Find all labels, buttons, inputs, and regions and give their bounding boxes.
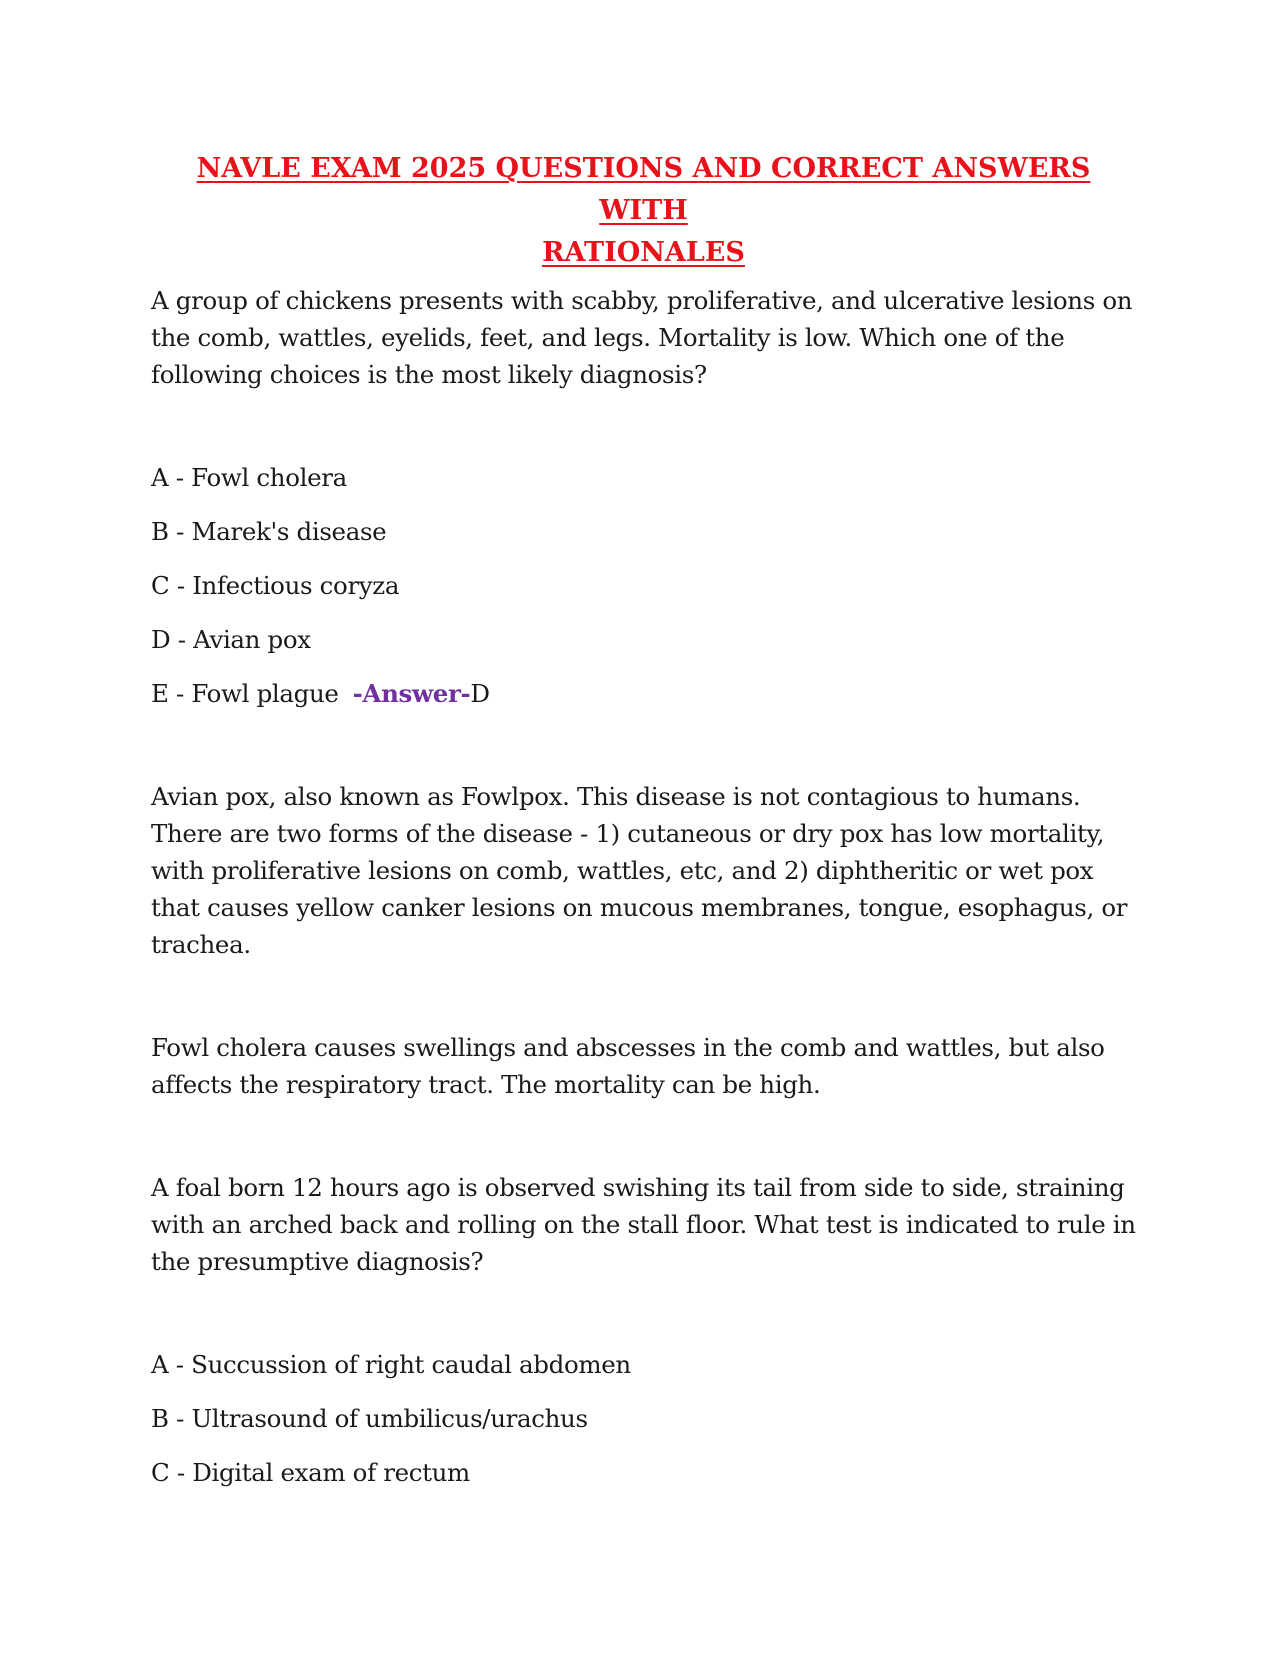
document-page — [151, 148, 1136, 1508]
question-1-option-c: C - Infectious coryza — [151, 571, 400, 600]
document-title — [151, 148, 1136, 274]
question-2-option-c: C - Digital exam of rectum — [151, 1458, 470, 1487]
question-2-option-a: A - Succussion of right caudal abdomen — [151, 1350, 631, 1379]
title-line-1: NAVLE EXAM 2025 QUESTIONS AND CORRECT ANSWERS WITH — [196, 153, 1091, 226]
question-1-option-a: A - Fowl cholera — [151, 463, 347, 492]
question-2-option-b: B - Ultrasound of umbilicus/urachus — [151, 1404, 588, 1433]
question-2-stem: A foal born 12 hours ago is observed swishing its tail from side to side, straining with an arched back and rolling on the stall floor. What test is indicated to rule in the presumptive diagnosis? — [151, 1173, 1136, 1276]
question-1-stem: A group of chickens presents with scabby, proliferative, and ulcerative lesions on the comb, wattles, eyelids, feet, and legs. Mortality is low. Which one of the following choices is the most likely diagnosis? — [151, 286, 1133, 389]
rationale-paragraph-2: Fowl cholera causes swellings and abscesses in the comb and wattles, but also affects the respiratory tract. The mortality can be high. — [151, 1033, 1105, 1099]
question-1-option-b: B - Marek's disease — [151, 517, 387, 546]
option-e-text: E - Fowl plague — [151, 679, 339, 708]
question-1-option-d: D - Avian pox — [151, 625, 311, 654]
answer-value: D — [470, 679, 490, 708]
rationale-paragraph-1: Avian pox, also known as Fowlpox. This disease is not contagious to humans. There are two forms of the disease - 1) cutaneous or dry pox has low mortality, with proliferative lesions on comb, wattles, etc, and 2) diphtheritic or wet pox that causes yellow canker lesions on mucous membranes, tongue, esophagus, or trachea. — [151, 782, 1128, 959]
answer-label: -Answer- — [352, 679, 471, 708]
question-1-option-e — [151, 675, 1136, 712]
title-line-2: RATIONALES — [542, 237, 745, 268]
